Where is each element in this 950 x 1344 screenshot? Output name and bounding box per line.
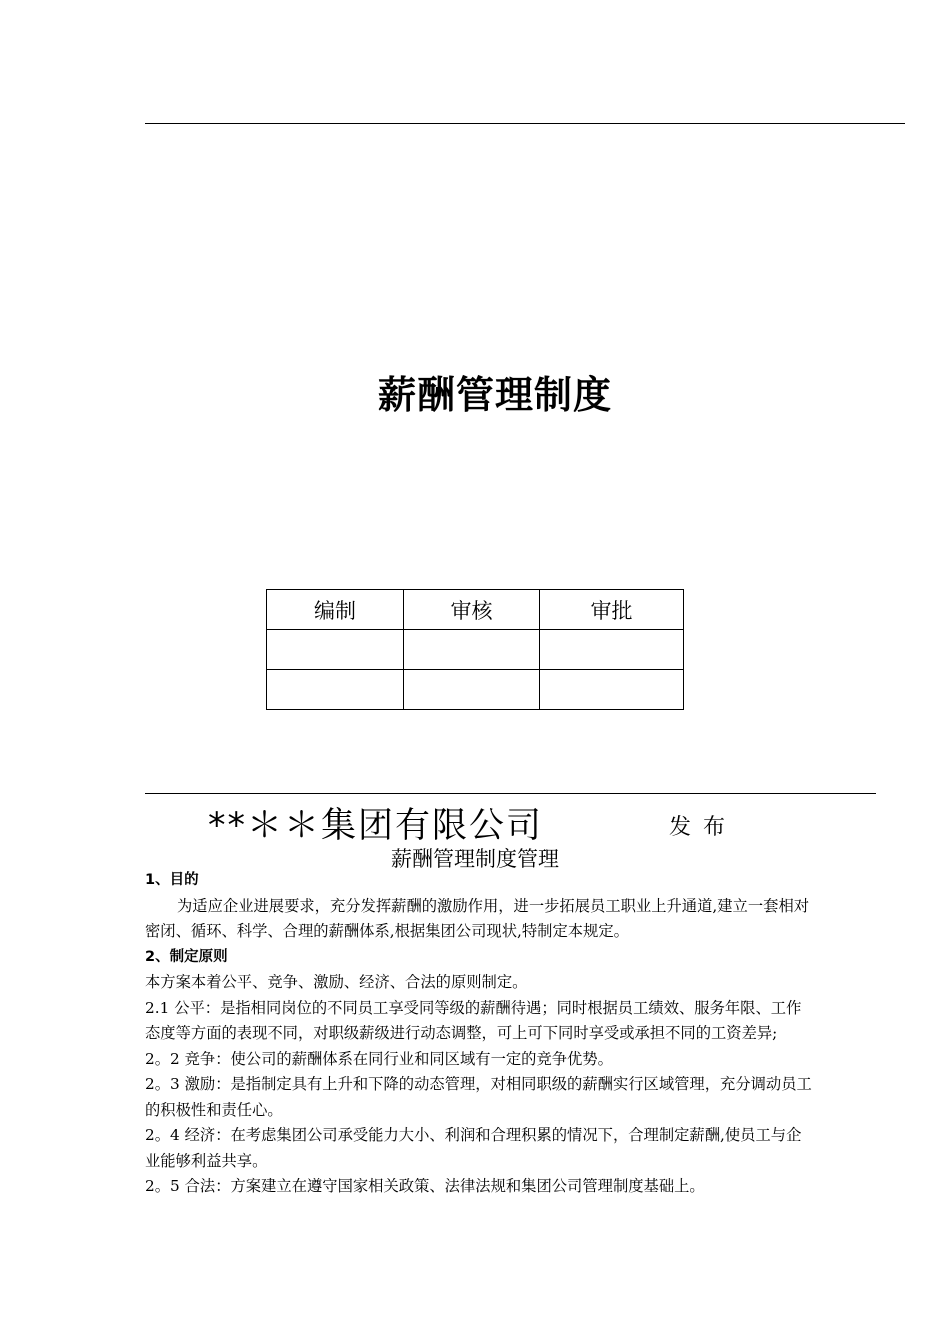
header-cell-reviewed: 审核 — [404, 590, 540, 630]
signature-cell — [267, 670, 404, 710]
publish-label: 发布 — [669, 815, 738, 840]
publisher-company: **＊＊集团有限公司 — [208, 806, 544, 846]
list-item: 2.1 公平：是指相同岗位的不同员工享受同等级的薪酬待遇；同时根据员工绩效、服务年限、工作态度等方面的表现不同，对职级薪级进行动态调整，可上可下同时享受或承担不同的工资差异; — [145, 998, 802, 1042]
document-body — [145, 868, 815, 1200]
signature-cell — [267, 630, 404, 670]
approval-table — [266, 589, 684, 710]
list-item: 2。4 经济：在考虑集团公司承受能力大小、利润和合理积累的情况下，合理制定薪酬,使员工与企业能够利益共享。 — [145, 1126, 802, 1170]
header-rule — [145, 123, 905, 124]
table-row — [267, 670, 684, 710]
signature-cell — [404, 630, 540, 670]
table-header-row — [267, 590, 684, 630]
section-heading: 2、制定原则 — [145, 948, 228, 965]
section-heading: 1、目的 — [145, 872, 199, 888]
document-subtitle: 薪酬管理制度管理 — [391, 847, 559, 871]
list-item: 2。3 激励：是指制定具有上升和下降的动态管理，对相同职级的薪酬实行区域管理，充分调动员工的积极性和责任心。 — [145, 1075, 812, 1119]
document-title: 薪酬管理制度 — [377, 373, 612, 417]
signature-cell — [540, 670, 684, 710]
paragraph: 本方案本着公平、竞争、激励、经济、合法的原则制定。 — [145, 973, 528, 991]
signature-cell — [404, 670, 540, 710]
list-item: 2。5 合法：方案建立在遵守国家相关政策、法律法规和集团公司管理制度基础上。 — [145, 1177, 705, 1195]
header-cell-approved: 审批 — [540, 590, 684, 630]
table-row — [267, 630, 684, 670]
paragraph: 为适应企业进展要求，充分发挥薪酬的激励作用，进一步拓展员工职业上升通道,建立一套相对密闭、循环、科学、合理的薪酬体系,根据集团公司现状,特制定本规定。 — [145, 896, 810, 940]
signature-cell — [540, 630, 684, 670]
header-cell-prepared: 编制 — [267, 590, 404, 630]
footer-rule — [145, 793, 876, 794]
list-item: 2。2 竞争：使公司的薪酬体系在同行业和同区域有一定的竞争优势。 — [145, 1049, 613, 1068]
